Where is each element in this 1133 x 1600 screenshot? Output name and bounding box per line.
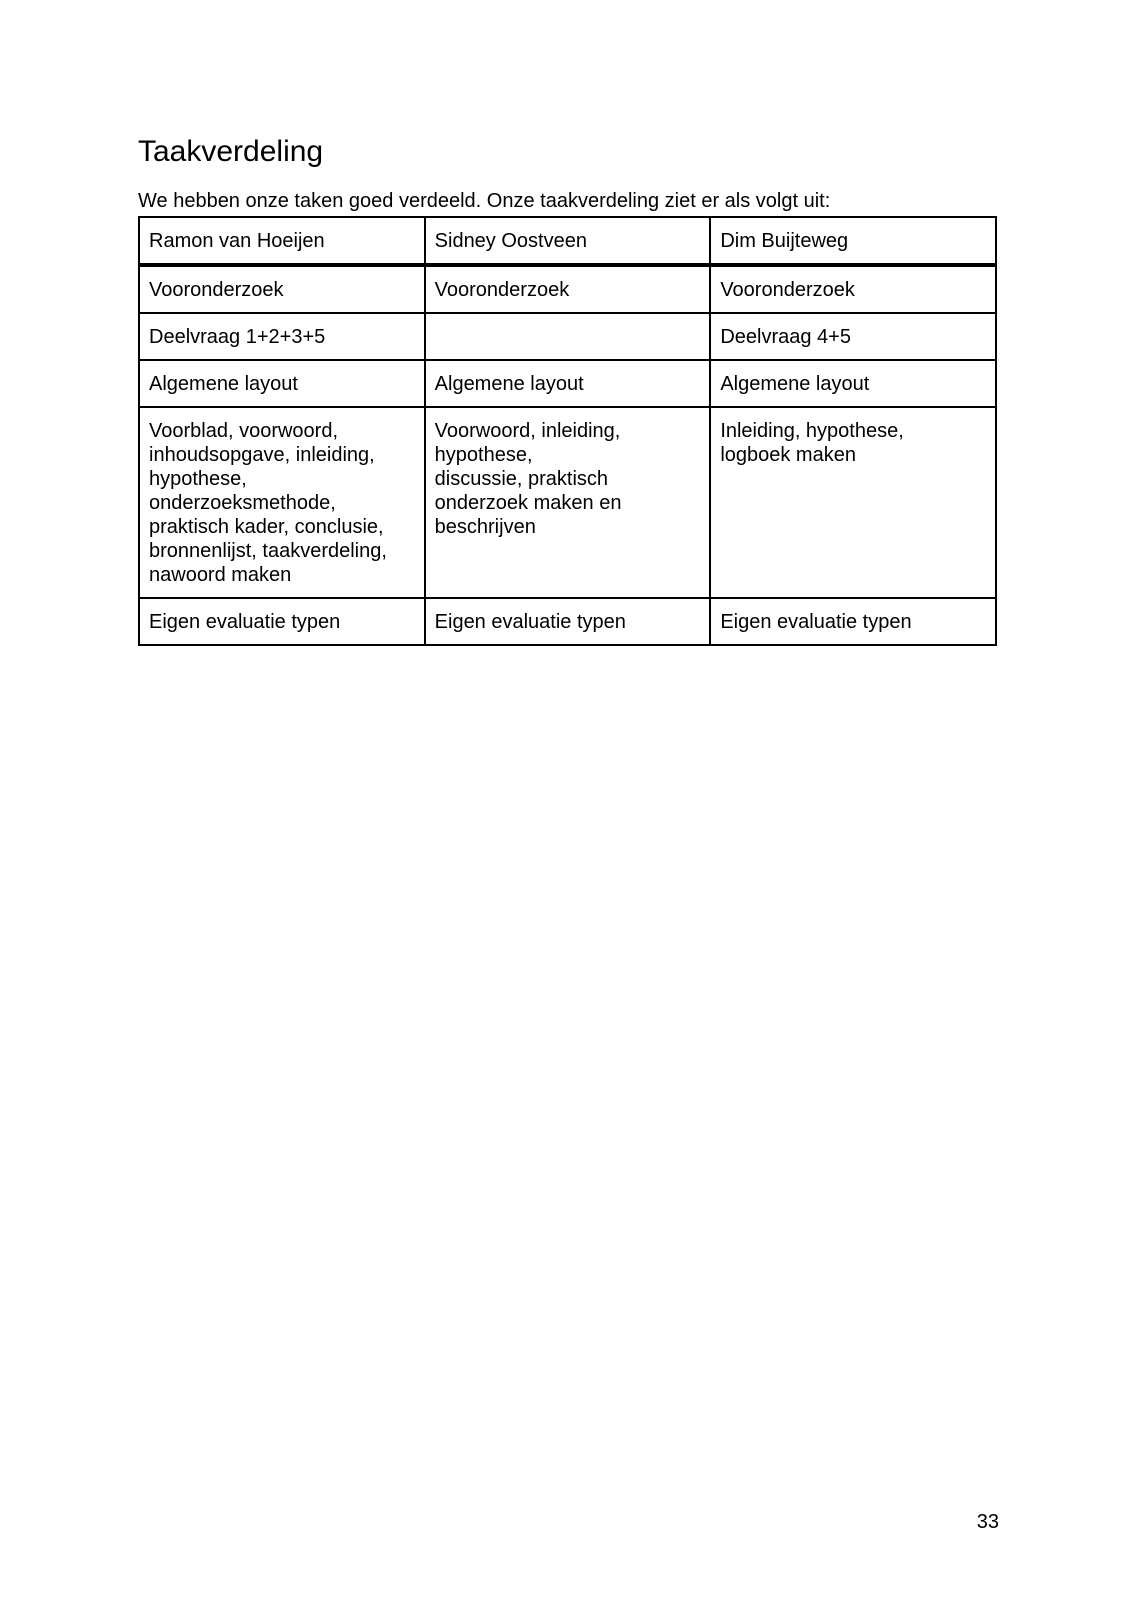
table-cell: Eigen evaluatie typen [425,598,711,645]
table-cell: Voorwoord, inleiding, hypothese, discussie, praktisch onderzoek maken en beschrijven [425,407,711,598]
table-cell: Vooronderzoek [710,265,996,313]
task-division-table [138,216,997,646]
table-cell: Vooronderzoek [139,265,425,313]
table-cell [425,313,711,360]
table-cell: Vooronderzoek [425,265,711,313]
column-header-dim: Dim Buijteweg [710,217,996,265]
table-cell: Deelvraag 1+2+3+5 [139,313,425,360]
table-cell: Eigen evaluatie typen [710,598,996,645]
page-title: Taakverdeling [138,135,324,168]
table-row [139,360,996,407]
column-header-sidney: Sidney Oostveen [425,217,711,265]
table-cell: Eigen evaluatie typen [139,598,425,645]
table-cell: Deelvraag 4+5 [710,313,996,360]
table-cell: Algemene layout [139,360,425,407]
table-cell: Algemene layout [710,360,996,407]
table-cell: Inleiding, hypothese, logboek maken [710,407,996,598]
intro-paragraph: We hebben onze taken goed verdeeld. Onze taakverdeling ziet er als volgt uit: [138,190,831,212]
table-row [139,407,996,598]
page-number: 33 [976,1511,999,1533]
table-cell: Algemene layout [425,360,711,407]
table-cell: Voorblad, voorwoord, inhoudsopgave, inleiding, hypothese, onderzoeksmethode, praktisch kader, conclusie, bronnenlijst, taakverdeling, nawoord maken [139,407,425,598]
table-row [139,265,996,313]
table-row [139,598,996,645]
table-header-row [139,217,996,265]
table-row [139,313,996,360]
column-header-ramon: Ramon van Hoeijen [139,217,425,265]
